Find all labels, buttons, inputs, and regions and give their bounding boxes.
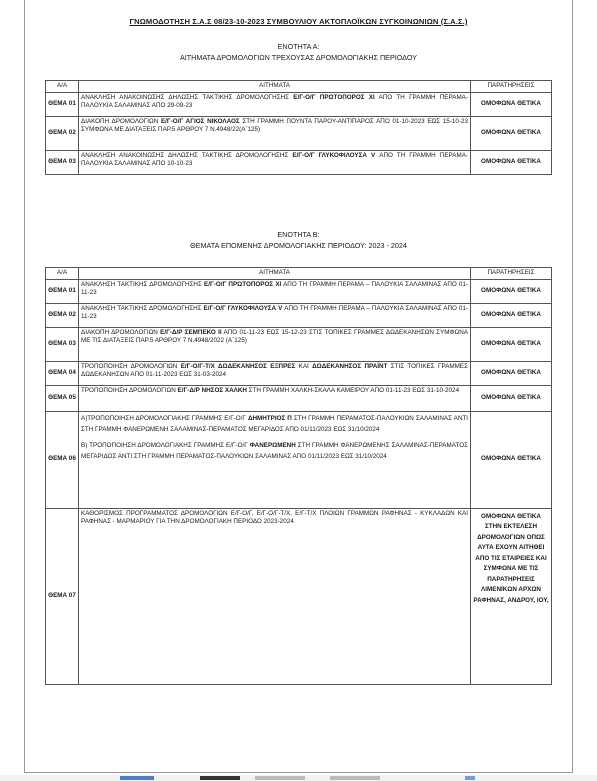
row-note: ΟΜΟΦΩΝΑ ΘΕΤΙΚΑ — [471, 361, 552, 385]
row-request: ΤΡΟΠΟΠΟΙΗΣΗ ΔΡΟΜΟΛΟΓΙΩΝ Ε/Γ-Ο/Γ-Τ/Χ ΔΩΔΕΚΑΝΗΣΟΣ ΕΞΠΡΕΣ ΚΑΙ ΔΩΔΕΚΑΝΗΣΟΣ ΠΡΑΪΝΤ ΣΤΙΣ ΤΟΠΙΚΕΣ ΓΡΑΜΜΕΣ ΔΩΔΕΚΑΝΗΣΩΝ ΑΠΟ 01-11-2023 ΕΩΣ 31-03-2024 — [79, 361, 471, 385]
col-header-requests: ΑΙΤΗΜΑΤΑ — [79, 81, 471, 93]
col-header-notes: ΠΑΡΑΤΗΡΗΣΕΙΣ — [471, 268, 552, 280]
taskbar-item[interactable] — [120, 776, 154, 780]
col-header-requests: ΑΙΤΗΜΑΤΑ — [79, 268, 471, 280]
table-row — [46, 92, 552, 116]
row-request: ΑΝΑΚΛΗΣΗ ΤΑΚΤΙΚΗΣ ΔΡΟΜΟΛΟΓΗΣΗΣ Ε/Γ-Ο/Γ ΓΛΥΚΟΦΙΛΟΥΣΑ V ΑΠΟ ΤΗ ΓΡΑΜΜΗ ΠΕΡΑΜΑ – ΠΑΛΟΥΚΙΑ ΣΑΛΑΜΙΝΑΣ ΑΠΟ 01-11-23 — [79, 303, 471, 327]
row-note: ΟΜΟΦΩΝΑ ΘΕΤΙΚΑ — [471, 92, 552, 116]
table-row — [46, 279, 552, 303]
row-request: ΑΝΑΚΛΗΣΗ ΤΑΚΤΙΚΗΣ ΔΡΟΜΟΛΟΓΗΣΗΣ Ε/Γ-Ο/Γ ΠΡΩΤΟΠΟΡΟΣ ΧΙ ΑΠΟ ΤΗ ΓΡΑΜΜΗ ΠΕΡΑΜΑ – ΠΑΛΟΥΚΙΑ ΣΑΛΑΜΙΝΑΣ ΑΠΟ 01-11-23 — [79, 279, 471, 303]
table-row — [46, 508, 552, 684]
row-request: ΔΙΑΚΟΠΗ ΔΡΟΜΟΛΟΓΙΩΝ Ε/Γ-Ο/Γ ΑΓΙΟΣ ΝΙΚΟΛΑΟΣ ΣΤΗ ΓΡΑΜΜΗ ΠΟΥΝΤΑ ΠΑΡΟΥ-ΑΝΤΙΠΑΡΟΣ ΑΠΟ 01-10-2023 ΕΩΣ 15-10-23 ΣΥΜΦΩΝΑ ΜΕ ΔΙΑΤΑΞΕΙΣ ΠΑΡ.5 ΑΡΘΡΟΥ 7 Ν.4948/22(Α΄125) — [79, 116, 471, 150]
document-title: ΓΝΩΜΟΔΟΤΗΣΗ Σ.Α.Σ 08/23-10-2023 ΣΥΜΒΟΥΛΙΟΥ ΑΚΤΟΠΛΟΪΚΩΝ ΣΥΓΚΟΙΝΩΝΙΩΝ (Σ.Α.Σ.) — [129, 17, 468, 26]
taskbar-item[interactable] — [200, 776, 240, 780]
row-note: ΟΜΟΦΩΝΑ ΘΕΤΙΚΑ ΣΤΗΝ ΕΚΤΕΛΕΣΗ ΔΡΟΜΟΛΟΓΙΩΝ ΟΠΩΣ ΑΥΤΑ ΕΧΟΥΝ ΑΙΤΗΘΕΙ ΑΠΟ ΤΙΣ ΕΤΑΙΡΕΙΕΣ ΚΑΙ ΣΥΜΦΩΝΑ ΜΕ ΤΙΣ ΠΑΡΑΤΗΡΗΣΕΙΣ ΛΙΜΕΝΙΚΩΝ ΑΡΧΩΝ ΡΑΦΗΝΑΣ, ΑΝΔΡΟΥ, ΙΟΥ, — [471, 508, 552, 684]
table-row — [46, 361, 552, 385]
section-a-header — [45, 41, 552, 63]
row-request: ΚΑΘΟΡΙΣΜΟΣ ΠΡΟΓΡΑΜΜΑΤΟΣ ΔΡΟΜΟΛΟΓΙΩΝ Ε/Γ-Ο/Γ, Ε/Γ-Ο/Γ-Τ/Χ, Ε/Γ-Τ/Χ ΠΛΟΙΩΝ ΓΡΑΜΜΩΝ ΡΑΦΗΝΑΣ - ΚΥΚΛΑΔΩΝ ΚΑΙ ΡΑΦΗΝΑΣ - ΜΑΡΜΑΡΙΟΥ ΓΙΑ ΤΗΝ ΔΡΟΜΟΛΟΓΙΑΚΗ ΠΕΡΙΟΔΟ 2023-2024 — [79, 508, 471, 684]
row-note: ΟΜΟΦΩΝΑ ΘΕΤΙΚΑ — [471, 385, 552, 411]
row-aa: ΘΕΜΑ 02 — [46, 303, 79, 327]
col-header-aa: Α/Α — [46, 268, 79, 280]
taskbar — [0, 775, 597, 781]
col-header-aa: Α/Α — [46, 81, 79, 93]
row-note: ΟΜΟΦΩΝΑ ΘΕΤΙΚΑ — [471, 279, 552, 303]
col-header-notes: ΠΑΡΑΤΗΡΗΣΕΙΣ — [471, 81, 552, 93]
row-request: ΤΡΟΠΟΠΟΙΗΣΗ ΔΡΟΜΟΛΟΓΙΩΝ Ε/Γ-Δ/Ρ ΝΗΣΟΣ ΧΑΛΚΗ ΣΤΗ ΓΡΑΜΜΗ ΧΑΛΚΗ-ΣΚΑΛΑ ΚΑΜΕΙΡΟΥ ΑΠΟ 01-11-23 ΕΩΣ 31-10-2024 — [79, 385, 471, 411]
section-a-heading: ΕΝΟΤΗΤΑ Α: — [277, 42, 320, 51]
section-a-subheading: ΑΙΤΗΜΑΤΑ ΔΡΟΜΟΛΟΓΙΩΝ ΤΡΕΧΟΥΣΑΣ ΔΡΟΜΟΛΟΓΙΑΚΗΣ ΠΕΡΙΟΔΟΥ — [179, 53, 417, 62]
row-note: ΟΜΟΦΩΝΑ ΘΕΤΙΚΑ — [471, 116, 552, 150]
row-note: ΟΜΟΦΩΝΑ ΘΕΤΙΚΑ — [471, 303, 552, 327]
table-header-row — [46, 81, 552, 93]
section-b-subheading: ΘΕΜΑΤΑ ΕΠΟΜΕΝΗΣ ΔΡΟΜΟΛΟΓΙΑΚΗΣ ΠΕΡΙΟΔΟΥ: 2023 - 2024 — [190, 241, 407, 250]
table-row — [46, 150, 552, 174]
taskbar-item[interactable] — [465, 776, 475, 780]
row-aa: ΘΕΜΑ 05 — [46, 385, 79, 411]
section-b-heading: ΕΝΟΤΗΤΑ Β: — [277, 230, 320, 239]
row-aa: ΘΕΜΑ 03 — [46, 150, 79, 174]
row-aa: ΘΕΜΑ 02 — [46, 116, 79, 150]
table-row — [46, 327, 552, 361]
row-aa: ΘΕΜΑ 07 — [46, 508, 79, 684]
table-header-row — [46, 268, 552, 280]
taskbar-item[interactable] — [330, 776, 380, 780]
row-note: ΟΜΟΦΩΝΑ ΘΕΤΙΚΑ — [471, 150, 552, 174]
row-aa: ΘΕΜΑ 03 — [46, 327, 79, 361]
row-aa: ΘΕΜΑ 01 — [46, 279, 79, 303]
row-request: ΑΝΑΚΛΗΣΗ ΑΝΑΚΟΙΝΩΣΗΣ ΔΗΛΩΣΗΣ ΤΑΚΤΙΚΗΣ ΔΡΟΜΟΛΟΓΗΣΗΣ Ε/Γ-Ο/Γ ΠΡΩΤΟΠΟΡΟΣ ΧΙ ΑΠΟ ΤΗ ΓΡΑΜΜΗ ΠΕΡΑΜΑ-ΠΑΛΟΥΚΙΑ ΣΑΛΑΜΙΝΑΣ ΑΠΟ 29-09-23 — [79, 92, 471, 116]
row-request: Α)ΤΡΟΠΟΠΟΙΗΣΗ ΔΡΟΜΟΛΟΓΙΑΚΗΣ ΓΡΑΜΜΗΣ Ε/Γ-Ο/Γ ΔΗΜΗΤΡΙΟΣ Π ΣΤΗ ΓΡΑΜΜΗ ΠΕΡΑΜΑΤΟΣ-ΠΑΛΟΥΚΙΩΝ ΣΑΛΑΜΙΝΑΣ ΑΝΤΙ ΣΤΗ ΓΡΑΜΜΗ ΦΑΝΕΡΩΜΕΝΗ ΣΑΛΑΜΙΝΑΣ-ΠΕΡΑΜΑΤΟΣ ΜΕΓΑΡΙΔΟΣ ΑΠΟ 01/11/2023 ΕΩΣ 31/10/2024 Β) ΤΡΟΠΟΠΟΙΗΣΗ ΔΡΟΜΟΛΟΓΙΑΚΗΣ ΓΡΑΜΜΗΣ Ε/Γ-Ο/Γ ΦΑΝΕΡΩΜΕΝΗ ΣΤΗ ΓΡΑΜΜΗ ΦΑΝΕΡΩΜΕΝΗΣ ΣΑΛΑΜΙΝΑΣ-ΠΕΡΑΜΑΤΟΣ ΜΕΓΑΡΙΔΟΣ ΑΝΤΙ ΣΤΗ ΓΡΑΜΜΗ ΠΕΡΑΜΑΤΟΣ-ΠΑΛΟΥΚΙΩΝ ΣΑΛΑΜΙΝΑΣ ΑΠΟ 01/11/2023 ΕΩΣ 31/10/2024 — [79, 411, 471, 508]
row-aa: ΘΕΜΑ 01 — [46, 92, 79, 116]
row-note: ΟΜΟΦΩΝΑ ΘΕΤΙΚΑ — [471, 327, 552, 361]
document-page — [24, 0, 573, 773]
table-row — [46, 385, 552, 411]
row-request: ΔΙΑΚΟΠΗ ΔΡΟΜΟΛΟΓΙΩΝ Ε/Γ-Δ/Ρ ΣΕΜΠΕΚΟ ΙΙ ΑΠΟ 01-11-23 ΕΩΣ 15-12-23 ΣΤΙΣ ΤΟΠΙΚΕΣ ΓΡΑΜΜΕΣ ΔΩΔΕΚΑΝΗΣΩΝ ΣΥΜΦΩΝΑ ΜΕ ΤΙΣ ΔΙΑΤΑΞΕΙΣ ΠΑΡ.5 ΑΡΘΡΟΥ 7 Ν.4948/2022 (Α΄125) — [79, 327, 471, 361]
table-row — [46, 116, 552, 150]
section-a-table — [45, 80, 552, 175]
table-row — [46, 303, 552, 327]
row-note: ΟΜΟΦΩΝΑ ΘΕΤΙΚΑ — [471, 411, 552, 508]
row-aa: ΘΕΜΑ 04 — [46, 361, 79, 385]
section-b-header — [45, 229, 552, 251]
table-row — [46, 411, 552, 508]
taskbar-item[interactable] — [255, 776, 305, 780]
row-aa: ΘΕΜΑ 06 — [46, 411, 79, 508]
row-request: ΑΝΑΚΛΗΣΗ ΑΝΑΚΟΙΝΩΣΗΣ ΔΗΛΩΣΗΣ ΤΑΚΤΙΚΗΣ ΔΡΟΜΟΛΟΓΗΣΗΣ Ε/Γ-Ο/Γ ΓΛΥΚΟΦΙΛΟΥΣΑ V ΑΠΟ ΤΗ ΓΡΑΜΜΗ ΠΕΡΑΜΑ-ΠΑΛΟΥΚΙΑ ΣΑΛΑΜΙΝΑΣ ΑΠΟ 10-10-23 — [79, 150, 471, 174]
section-b-table — [45, 267, 552, 685]
